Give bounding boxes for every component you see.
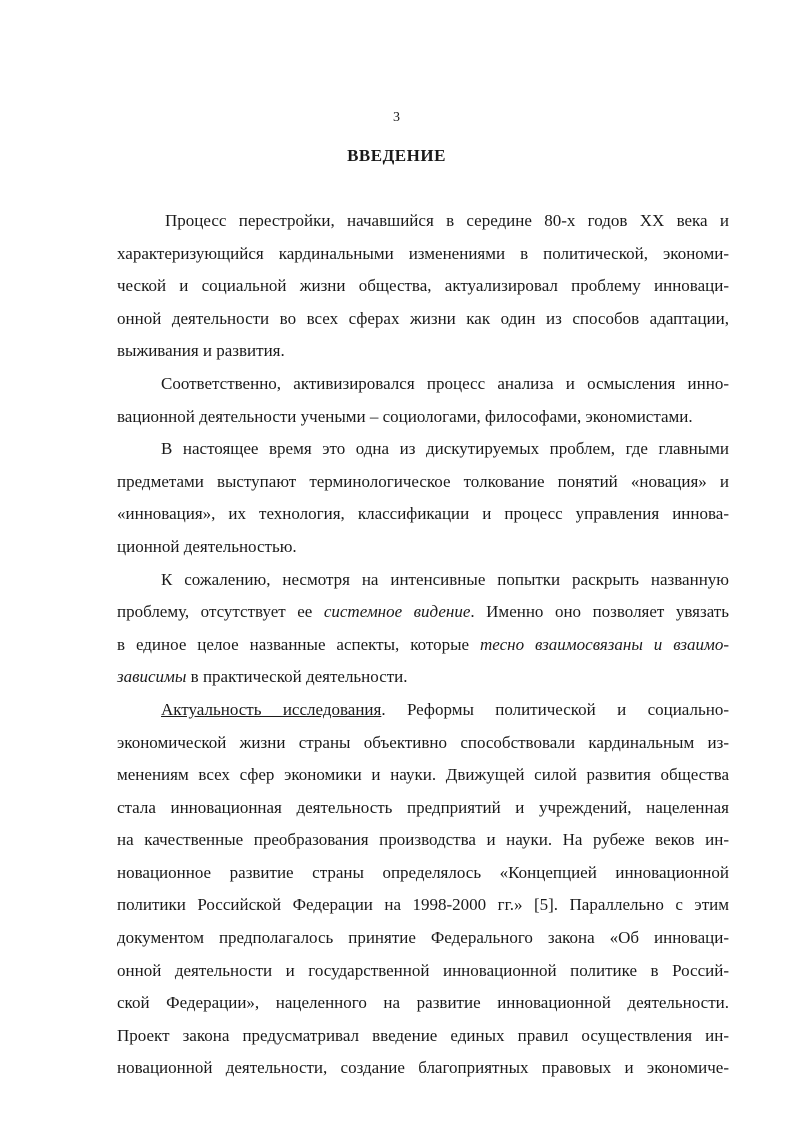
text-line <box>117 694 729 727</box>
text-line: характеризующийся кардинальными изменениями в политической, экономи- <box>117 243 729 263</box>
paragraph-3 <box>117 433 729 563</box>
document-body <box>117 205 729 1085</box>
page-number: 3 <box>393 110 400 125</box>
text-line: В настоящее время это одна из дискутируемых проблем, где главными <box>161 439 729 459</box>
text-line: ческой и социальной жизни общества, актуализировал проблему инноваци- <box>117 276 729 296</box>
text-line: менениям всех сфер экономики и науки. Движущей силой развития общества <box>117 765 729 785</box>
text-line: онной деятельности во всех сферах жизни как один из способов адаптации, <box>117 308 729 328</box>
italic-term: тесно взаимосвязаны и взаимо- <box>480 634 729 654</box>
text-line: ской Федерации», нацеленного на развитие инновационной деятельности. <box>117 993 729 1013</box>
text-line: политики Российской Федерации на 1998-2000 гг.» [5]. Параллельно с этим <box>117 895 729 915</box>
paragraph-5 <box>117 694 729 1085</box>
text-line: вационной деятельности учеными – социологами, философами, экономистами. <box>117 406 693 426</box>
text-line: К сожалению, несмотря на интенсивные попытки раскрыть названную <box>161 569 729 589</box>
section-heading-inline: Актуальность исследования <box>161 699 382 719</box>
text-run: проблему, отсутствует ее <box>117 602 324 622</box>
text-line: выживания и развития. <box>117 341 285 361</box>
text-line: экономической жизни страны объективно способствовали кардинальным из- <box>117 732 729 752</box>
text-line: предметами выступают терминологическое толкование понятий «новация» и <box>117 471 729 491</box>
text-run: . Именно оно позволяет увязать <box>470 602 729 622</box>
italic-term: зависимы <box>117 667 187 687</box>
text-line: документом предполагалось принятие Федерального закона «Об инноваци- <box>117 928 729 948</box>
paragraph-4 <box>117 564 729 694</box>
text-line <box>117 629 729 662</box>
text-line: ционной деятельностью. <box>117 536 297 556</box>
text-run: в единое целое названные аспекты, которые <box>117 634 480 654</box>
italic-term: системное видение <box>323 602 471 622</box>
text-line: на качественные преобразования производства и науки. На рубеже веков ин- <box>117 830 729 850</box>
text-line: «инновация», их технология, классификации и процесс управления иннова- <box>117 504 729 524</box>
text-line <box>117 596 729 629</box>
text-line: Процесс перестройки, начавшийся в середине 80-х годов XX века и <box>165 211 729 230</box>
text-run: . Реформы политической и социально- <box>381 699 729 719</box>
text-line: новационной деятельности, создание благоприятных правовых и экономиче- <box>117 1058 729 1078</box>
text-line: стала инновационная деятельность предприятий и учреждений, нацеленная <box>117 797 729 817</box>
text-line: Соответственно, активизировался процесс анализа и осмысления инно- <box>161 373 729 393</box>
text-run: в практической деятельности. <box>186 667 408 687</box>
paragraph-2 <box>117 368 729 433</box>
paragraph-1 <box>117 205 729 368</box>
page-title: ВВЕДЕНИЕ <box>347 146 446 165</box>
text-line <box>117 661 729 694</box>
text-line: Проект закона предусматривал введение единых правил осуществления ин- <box>117 1025 729 1045</box>
text-line: онной деятельности и государственной инновационной политике в Россий- <box>117 960 729 980</box>
text-line: новационное развитие страны определялось «Концепцией инновационной <box>117 862 729 882</box>
